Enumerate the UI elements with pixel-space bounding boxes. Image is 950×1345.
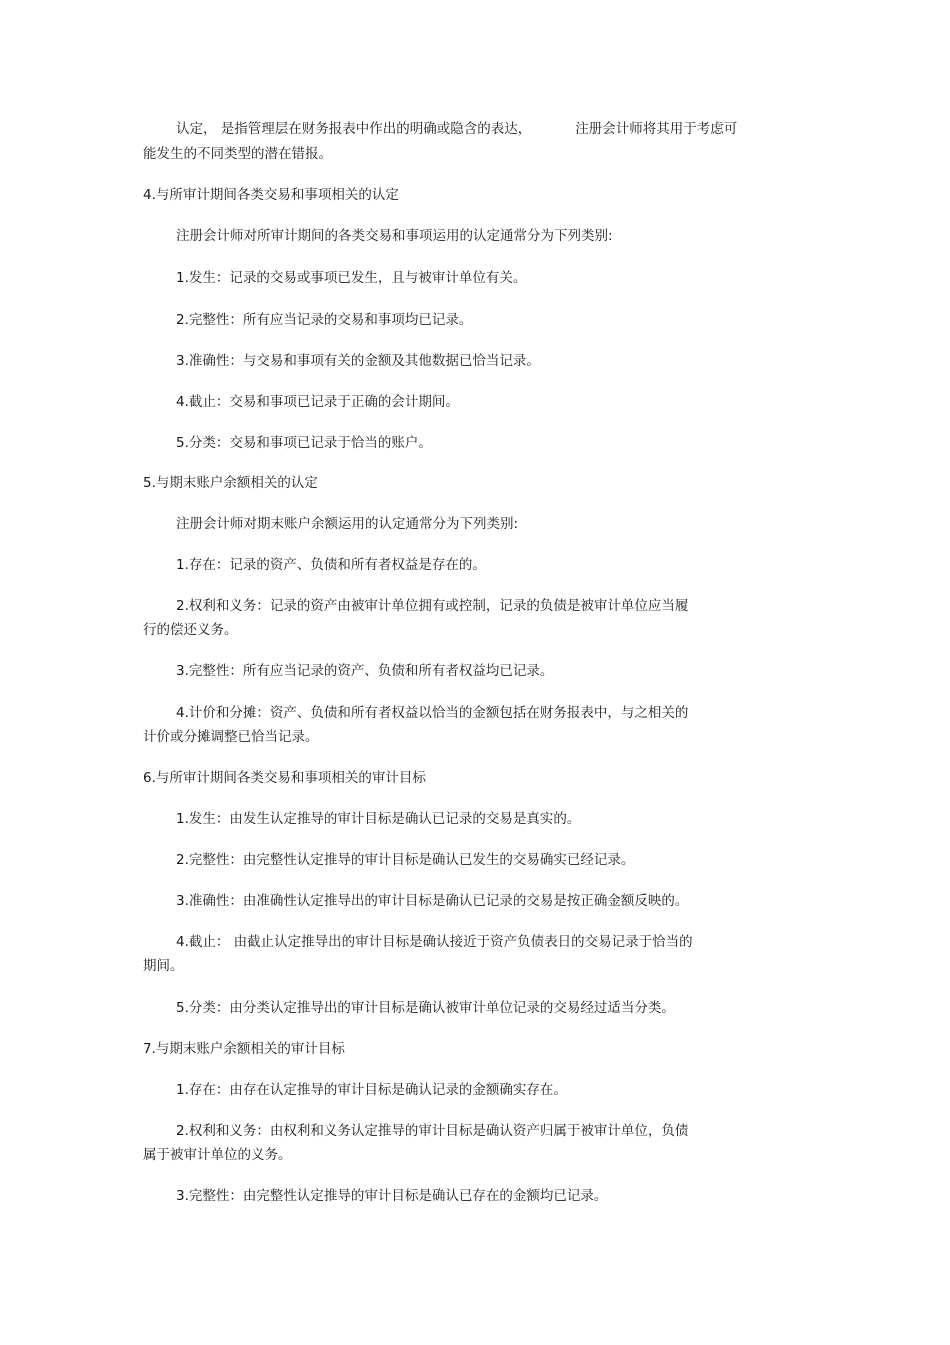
section-6-item-3: 3.准确性：由准确性认定推导出的审计目标是确认已记录的交易是按正确金额反映的。 (176, 893, 689, 909)
section-4-item-1: 1.发生：记录的交易或事项已发生，且与被审计单位有关。 (176, 270, 527, 286)
section-5-item-4-line-1: 4.计价和分摊：资产、负债和所有者权益以恰当的金额包括在财务报表中，与之相关的 (176, 705, 689, 721)
section-5-item-2-line-1: 2.权利和义务：记录的资产由被审计单位拥有或控制，记录的负债是被审计单位应当履 (176, 598, 689, 614)
section-4-item-3: 3.准确性：与交易和事项有关的金额及其他数据已恰当记录。 (176, 353, 540, 369)
section-5-item-3: 3.完整性：所有应当记录的资产、负债和所有者权益均已记录。 (176, 663, 554, 679)
section-5-item-1: 1.存在：记录的资产、负债和所有者权益是存在的。 (176, 557, 486, 573)
section-4-heading: 4.与所审计期间各类交易和事项相关的认定 (143, 187, 399, 203)
intro-line-2: 能发生的不同类型的潜在错报。 (143, 146, 332, 162)
section-4-item-4: 4.截止：交易和事项已记录于正确的会计期间。 (176, 394, 459, 410)
section-7-item-1: 1.存在：由存在认定推导的审计目标是确认记录的金额确实存在。 (176, 1082, 567, 1098)
section-7-item-2-line-2: 属于被审计单位的义务。 (143, 1147, 292, 1163)
section-6-item-4-line-1: 4.截止： 由截止认定推导出的审计目标是确认接近于资产负债表日的交易记录于恰当的 (176, 934, 693, 950)
section-6-heading: 6.与所审计期间各类交易和事项相关的审计目标 (143, 770, 426, 786)
intro-text-part2: 注册会计师将其用于考虑可 (575, 121, 738, 137)
section-6-item-4-line-2: 期间。 (143, 958, 184, 974)
section-6-item-5: 5.分类：由分类认定推导出的审计目标是确认被审计单位记录的交易经过适当分类。 (176, 1000, 675, 1016)
section-6-item-2: 2.完整性：由完整性认定推导的审计目标是确认已发生的交易确实已经记录。 (176, 852, 635, 868)
section-5-item-4-line-2: 计价或分摊调整已恰当记录。 (143, 729, 319, 745)
section-6-item-1: 1.发生：由发生认定推导的审计目标是确认已记录的交易是真实的。 (176, 811, 581, 827)
section-4-item-2: 2.完整性：所有应当记录的交易和事项均已记录。 (176, 312, 473, 328)
intro-line-1 (176, 120, 737, 138)
intro-text-part1: 认定， 是指管理层在财务报表中作出的明确或隐含的表达， (176, 121, 532, 137)
section-7-heading: 7.与期末账户余额相关的审计目标 (143, 1041, 345, 1057)
section-7-item-3: 3.完整性：由完整性认定推导的审计目标是确认已存在的金额均已记录。 (176, 1188, 608, 1204)
section-5-item-2-line-2: 行的偿还义务。 (143, 622, 238, 638)
section-5-heading: 5.与期末账户余额相关的认定 (143, 475, 318, 491)
section-5-intro: 注册会计师对期末账户余额运用的认定通常分为下列类别: (176, 516, 519, 532)
section-4-item-5: 5.分类：交易和事项已记录于恰当的账户。 (176, 435, 432, 451)
section-4-intro: 注册会计师对所审计期间的各类交易和事项运用的认定通常分为下列类别: (176, 228, 613, 244)
section-7-item-2-line-1: 2.权利和义务：由权利和义务认定推导的审计目标是确认资产归属于被审计单位，负债 (176, 1123, 689, 1139)
